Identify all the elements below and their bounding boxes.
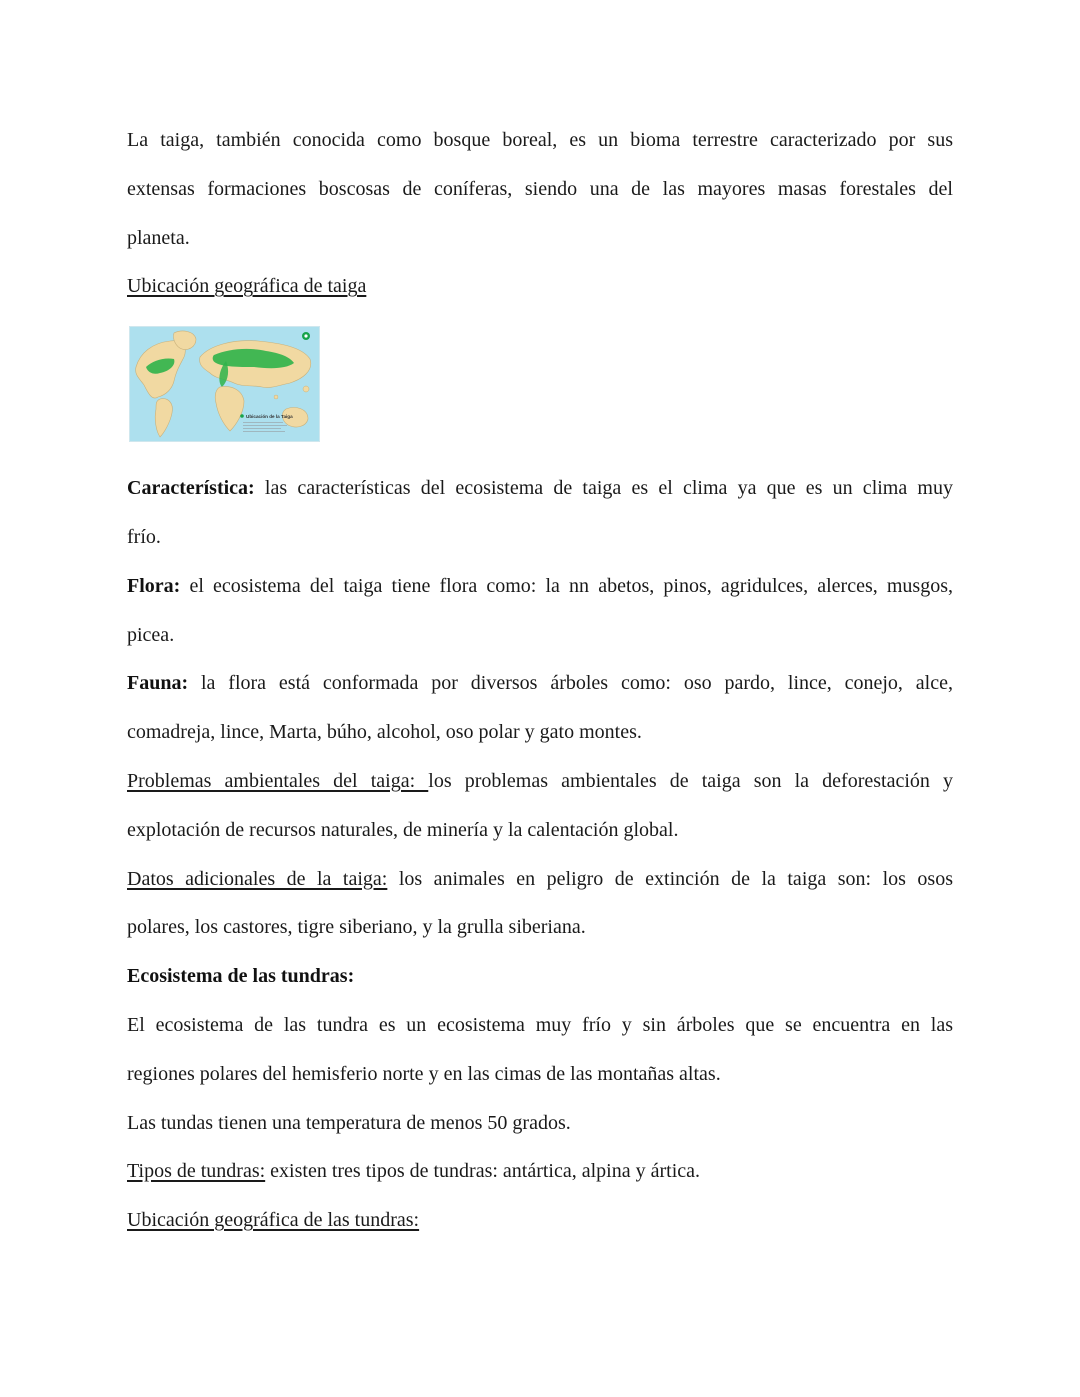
datos-line-2: polares, los castores, tigre siberiano, y la grulla siberiana. (127, 916, 586, 939)
caracteristica-label: Característica: (127, 477, 255, 500)
caracteristica-line-2: frío. (127, 525, 161, 548)
datos-label: Datos adicionales de la taiga: (127, 867, 388, 890)
tipos-line (127, 1147, 953, 1196)
fauna-line-1 (127, 659, 953, 708)
tundra-heading: Ecosistema de las tundras: (127, 965, 355, 988)
taiga-world-map (129, 326, 320, 442)
tundra-location-heading-row (127, 1196, 953, 1245)
flora-label: Flora: (127, 574, 181, 597)
tundra-heading-row (127, 952, 953, 1001)
problemas-text-1: los problemas ambientales de taiga son la deforestación y (428, 769, 953, 792)
caracteristica-text-1: las características del ecosistema de taiga es el clima ya que es un clima muy (254, 477, 953, 500)
datos-line-1 (127, 855, 953, 904)
flora-line-1 (127, 562, 953, 611)
datos-text-1: los animales en peligro de extinción de la taiga son: los osos (387, 867, 953, 890)
problemas-line-2: explotación de recursos naturales, de minería y la calentación global. (127, 818, 679, 841)
location-heading: Ubicación geográfica de taiga (127, 275, 367, 298)
map-container (127, 311, 953, 464)
map-caption: Ubicación de la Taiga (246, 414, 293, 420)
tundra-location-heading: Ubicación geográfica de las tundras: (127, 1209, 420, 1232)
tundra-intro-line-1: El ecosistema de las tundra es un ecosistema muy frío y sin árboles que se encuentra en las (127, 1013, 953, 1036)
caracteristica-line-1 (127, 464, 953, 513)
tundra-intro-line-2: regiones polares del hemisferio norte y en las cimas de las montañas altas. (127, 1062, 721, 1085)
intro-line-2: extensas formaciones boscosas de coníferas, siendo una de las mayores masas forestales del (127, 177, 953, 200)
problemas-label: Problemas ambientales del taiga: (127, 769, 429, 792)
fauna-label: Fauna: (127, 672, 189, 695)
intro-line-3: planeta. (127, 226, 190, 249)
intro-line-1: La taiga, también conocida como bosque boreal, es un bioma terrestre caracterizado por sus (127, 129, 953, 151)
fauna-line-2: comadreja, lince, Marta, búho, alcohol, oso polar y gato montes. (127, 721, 642, 744)
fauna-text-1: la flora está conformada por diversos árboles como: oso pardo, lince, conejo, alce, (188, 672, 953, 695)
tipos-label: Tipos de tundras: (127, 1160, 266, 1183)
document-page (127, 116, 953, 1245)
location-heading-row (127, 262, 953, 311)
tundra-temp-line: Las tundas tienen una temperatura de menos 50 grados. (127, 1111, 571, 1134)
tipos-text: existen tres tipos de tundras: antártica, alpina y ártica. (265, 1160, 701, 1183)
flora-line-2: picea. (127, 623, 175, 646)
taiga-map-image (130, 327, 319, 441)
flora-text-1: el ecosistema del taiga tiene flora como: la nn abetos, pinos, agridulces, alerces, musgos, (180, 574, 953, 597)
problemas-line-1 (127, 757, 953, 806)
